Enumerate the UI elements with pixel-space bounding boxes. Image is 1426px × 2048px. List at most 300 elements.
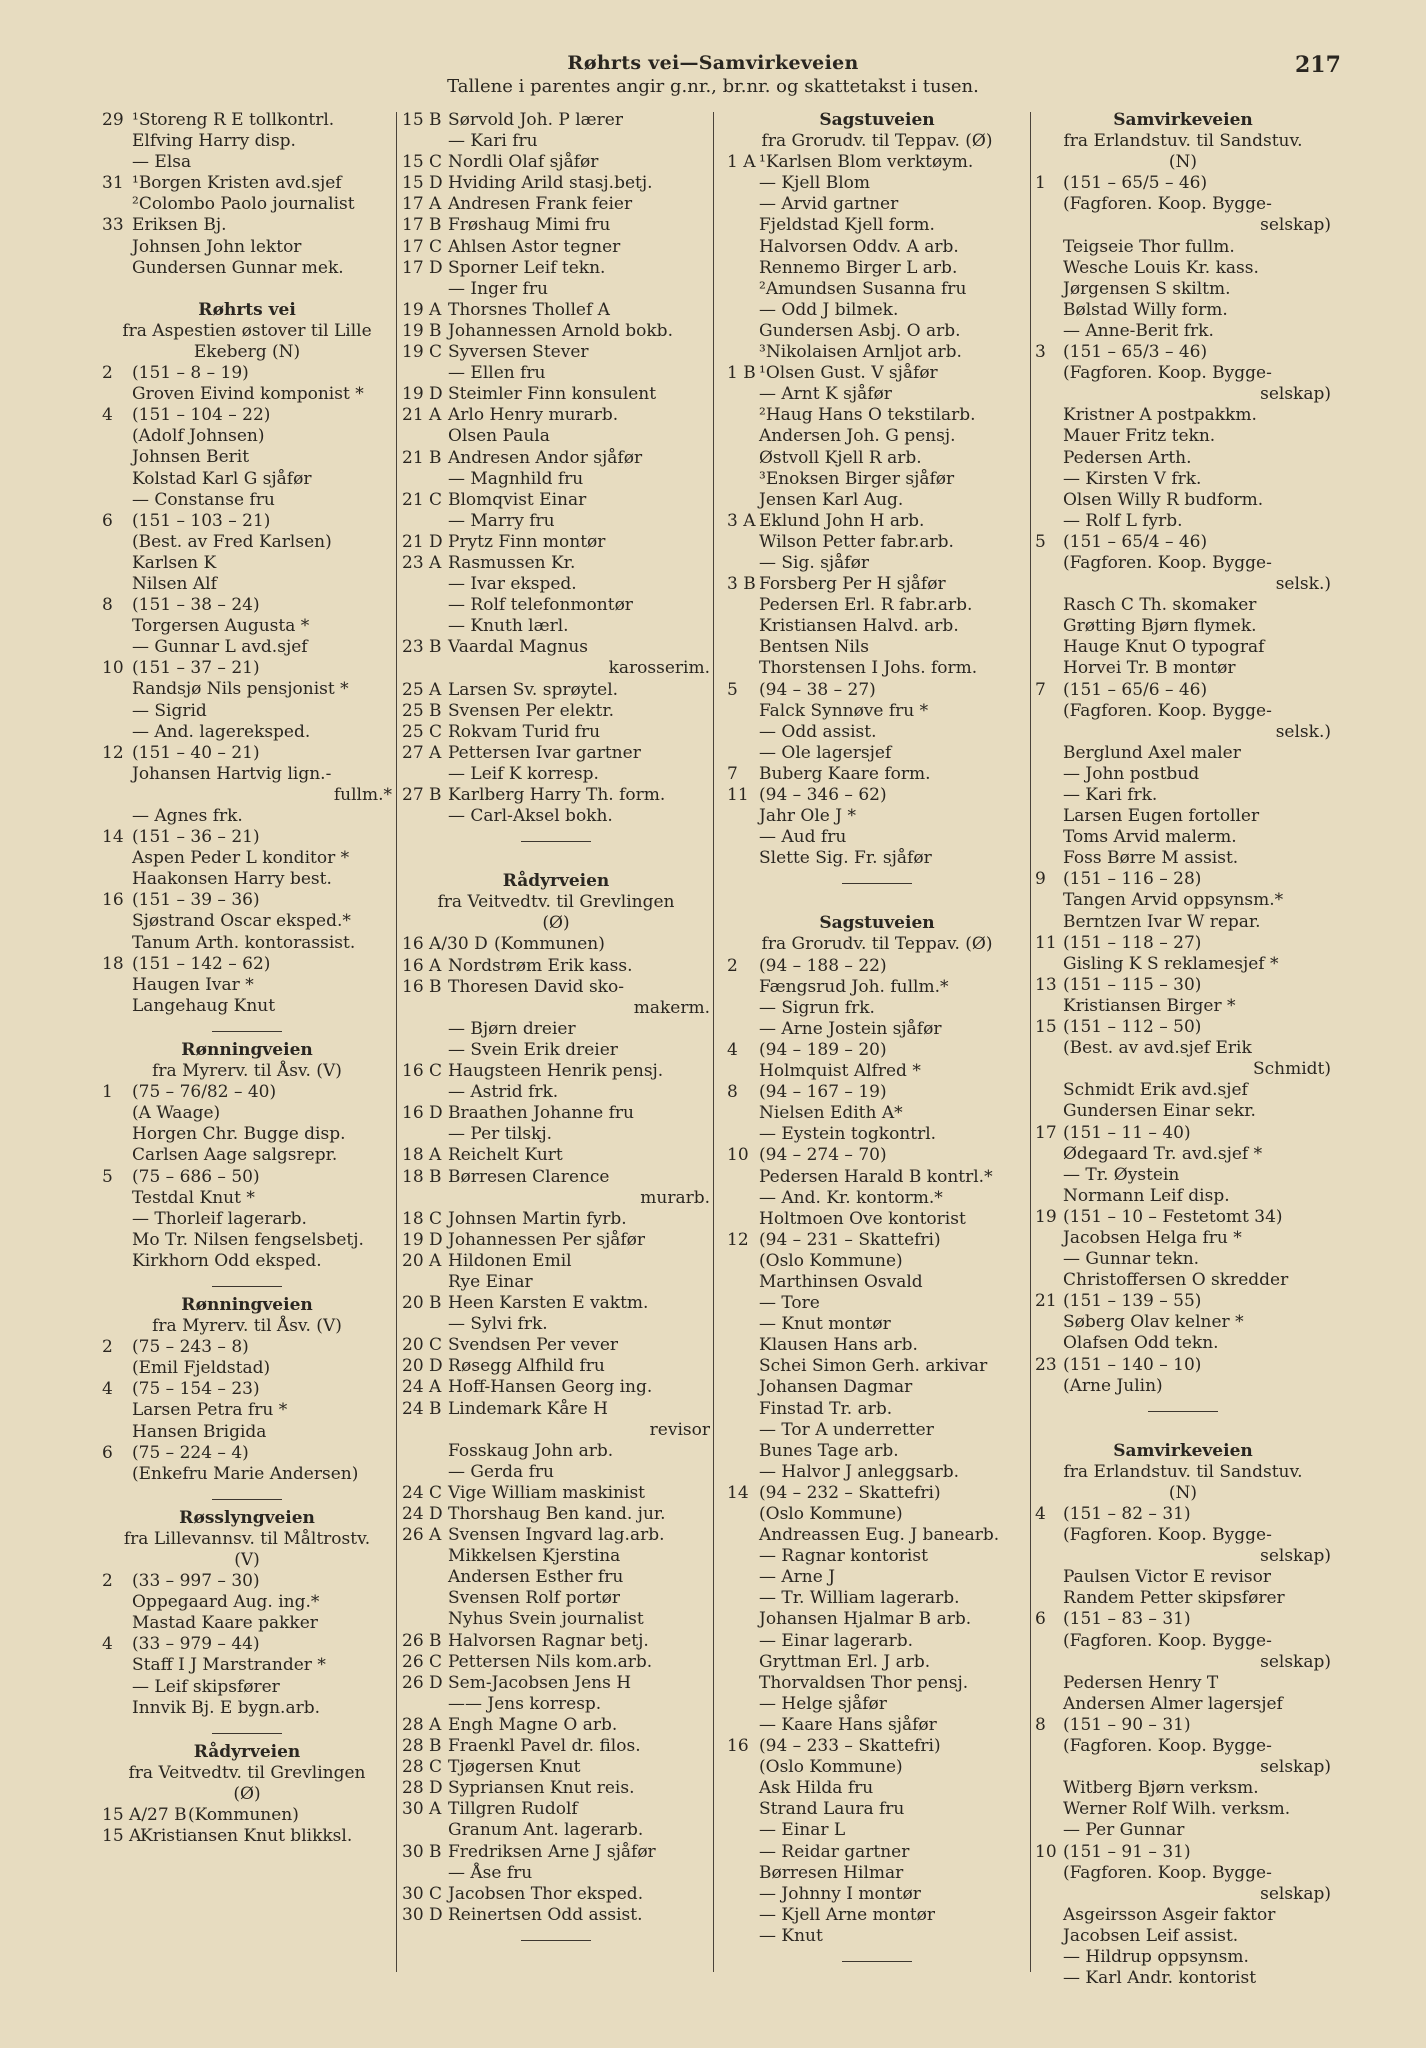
entry-text: Fjeldstad Kjell form. bbox=[759, 215, 935, 236]
entry-text: (94 – 231 – Skattefri) bbox=[759, 1229, 941, 1250]
entry-row bbox=[402, 1209, 710, 1230]
entry-text: Eriksen Bj. bbox=[132, 215, 227, 236]
entry-row bbox=[1035, 848, 1331, 869]
entry-continuation: karosserim. bbox=[608, 658, 710, 679]
entry-text: — Kari fru bbox=[448, 131, 538, 152]
house-number: 30 B bbox=[402, 1841, 442, 1862]
entry-text: Pedersen Arth. bbox=[1063, 447, 1192, 468]
entry-row bbox=[402, 1715, 710, 1736]
entry-text: (151 – 82 – 31) bbox=[1063, 1504, 1191, 1524]
street-heading: Rådyrveien bbox=[193, 1741, 301, 1762]
entry-row bbox=[1035, 1968, 1331, 1989]
house-number: 1 bbox=[102, 1082, 113, 1103]
entry-row bbox=[727, 1546, 1027, 1567]
house-number: 4 bbox=[1035, 1504, 1046, 1524]
entry-row bbox=[402, 1694, 710, 1715]
entry-text: Rokvam Turid fru bbox=[448, 721, 601, 742]
entry-text: — Astrid frk. bbox=[448, 1082, 559, 1103]
entry-text: (151 – 38 – 24) bbox=[132, 595, 260, 616]
entry-text: Torgersen Augusta * bbox=[132, 616, 310, 637]
entry-row bbox=[727, 722, 1027, 743]
entry-text: Engh Magne O arb. bbox=[448, 1714, 618, 1735]
street-range: fra Aspestien østover til Lille bbox=[122, 320, 372, 341]
entry-text: Granum Ant. lagerarb. bbox=[448, 1820, 644, 1841]
entry-row bbox=[102, 911, 392, 932]
entry-text: Johansen Dagmar bbox=[759, 1377, 913, 1398]
entry-row bbox=[402, 1272, 710, 1293]
entry-text: (75 – 224 – 4) bbox=[132, 1442, 249, 1463]
entry-row bbox=[102, 806, 392, 827]
entry-row bbox=[727, 1272, 1027, 1293]
house-number: 5 bbox=[102, 1166, 113, 1187]
entry-text: Johannessen Per sjåfør bbox=[448, 1229, 646, 1250]
entry-text: — Eystein togkontrl. bbox=[759, 1124, 937, 1145]
entry-row bbox=[727, 1736, 1027, 1757]
entry-row bbox=[402, 532, 710, 553]
entry-text: Hansen Brigida bbox=[132, 1421, 267, 1442]
entry-row bbox=[727, 152, 1027, 173]
entry-row bbox=[402, 1884, 710, 1905]
entry-text: Reichelt Kurt bbox=[448, 1145, 563, 1166]
entry-text: Røsegg Alfhild fru bbox=[448, 1356, 605, 1377]
entry-text: — Einar L bbox=[759, 1820, 846, 1841]
entry-row bbox=[102, 258, 392, 279]
house-number: 23 bbox=[1035, 1354, 1057, 1375]
entry-row bbox=[727, 1019, 1027, 1040]
entry-row bbox=[727, 658, 1027, 679]
entry-text: Normann Leif disp. bbox=[1063, 1185, 1230, 1206]
entry-text: Groven Eivind komponist * bbox=[132, 384, 364, 405]
entry-row bbox=[402, 1799, 710, 1820]
entry-text: Hoff-Hansen Georg ing. bbox=[448, 1377, 653, 1398]
column-4 bbox=[1035, 110, 1331, 1989]
entry-text: Schmidt Erik avd.sjef bbox=[1063, 1080, 1248, 1101]
house-number: 2 bbox=[102, 1337, 113, 1358]
entry-text: Kristiansen Halvd. arb. bbox=[759, 616, 959, 637]
entry-row bbox=[727, 1335, 1027, 1356]
entry-row bbox=[102, 743, 392, 764]
entry-row bbox=[402, 1483, 710, 1504]
entry-text: — Tr. William lagerarb. bbox=[759, 1588, 960, 1609]
entry-text: ²Haug Hans O tekstilarb. bbox=[759, 405, 976, 426]
entry-row bbox=[102, 553, 392, 574]
entry-text: (151 – 8 – 19) bbox=[132, 363, 249, 384]
house-number: 5 bbox=[1035, 531, 1046, 552]
entry-text: Sypriansen Knut reis. bbox=[448, 1778, 635, 1799]
house-number: 12 bbox=[727, 1229, 749, 1250]
entry-row bbox=[1035, 595, 1331, 616]
house-number: 33 bbox=[102, 215, 124, 236]
entry-text: Carlsen Aage salgsrepr. bbox=[132, 1145, 338, 1166]
entry-text: Forsberg Per H sjåfør bbox=[759, 574, 946, 595]
street-range: (V) bbox=[234, 1550, 260, 1570]
entry-row bbox=[727, 848, 1027, 869]
entry-row bbox=[727, 1040, 1027, 1061]
entry-row bbox=[402, 977, 710, 998]
entry-text: ¹Karlsen Blom verktøym. bbox=[759, 152, 974, 173]
entry-row bbox=[727, 616, 1027, 637]
entry-text: — Knut bbox=[759, 1925, 823, 1946]
house-number: 18 A bbox=[402, 1145, 442, 1166]
entry-row bbox=[102, 363, 392, 384]
street-heading: Rådyrveien bbox=[502, 871, 610, 892]
entry-text: Randsjø Nils pensjonist * bbox=[132, 679, 349, 700]
entry-text: — Svein Erik dreier bbox=[448, 1039, 618, 1060]
entry-text: — Tor A underretter bbox=[759, 1419, 934, 1440]
entry-text: Kristiansen Birger * bbox=[1063, 995, 1236, 1016]
entry-row bbox=[1035, 1609, 1331, 1630]
entry-text: Pedersen Henry T bbox=[1063, 1672, 1219, 1693]
entry-row bbox=[727, 384, 1027, 405]
entry-text: — Hildrup oppsynsm. bbox=[1063, 1946, 1249, 1967]
entry-row bbox=[102, 1167, 392, 1188]
entry-text: Larsen Eugen fortoller bbox=[1063, 806, 1260, 827]
entry-text: Schei Simon Gerh. arkivar bbox=[759, 1356, 988, 1377]
entry-row bbox=[402, 616, 710, 637]
entry-row bbox=[102, 1464, 392, 1485]
entry-text: Ask Hilda fru bbox=[759, 1778, 874, 1799]
entry-text: (151 – 65/3 – 46) bbox=[1063, 342, 1208, 363]
house-number: 6 bbox=[1035, 1609, 1046, 1630]
street-range: fra Veitvedtv. til Grevlingen bbox=[128, 1762, 366, 1783]
entry-row bbox=[727, 1905, 1027, 1926]
entry-text: — Gunnar L avd.sjef bbox=[132, 637, 308, 658]
entry-text: Olsen Paula bbox=[448, 426, 550, 447]
entry-row bbox=[727, 1863, 1027, 1884]
house-number: 28 A bbox=[402, 1714, 442, 1735]
entry-text: (Fagforen. Koop. Bygge- bbox=[1063, 700, 1272, 721]
entry-text: — Gerda fru bbox=[448, 1461, 554, 1482]
entry-row bbox=[727, 1420, 1027, 1441]
house-number: 25 C bbox=[402, 721, 443, 742]
entry-text: Sørvold Joh. P lærer bbox=[448, 110, 623, 130]
entry-row bbox=[102, 131, 392, 152]
entry-text: — Arvid gartner bbox=[759, 194, 899, 215]
entry-continuation: selskap) bbox=[1260, 1546, 1331, 1567]
entry-text: ³Nikolaisen Arnljot arb. bbox=[759, 342, 962, 363]
entry-text: (Best. av Fred Karlsen) bbox=[132, 531, 332, 552]
street-heading: Røsslyngveien bbox=[179, 1507, 315, 1528]
street-heading: Sagstuveien bbox=[819, 110, 935, 130]
street-range: (N) bbox=[1168, 152, 1198, 173]
entry-text: Oppegaard Aug. ing.* bbox=[132, 1592, 320, 1613]
entry-row bbox=[1035, 1525, 1331, 1546]
entry-text: Svendsen Per vever bbox=[448, 1335, 618, 1356]
entry-text: Blomqvist Einar bbox=[448, 489, 587, 510]
entry-text: ²Colombo Paolo journalist bbox=[132, 194, 355, 215]
entry-text: Larsen Petra fru * bbox=[132, 1400, 288, 1421]
entry-row bbox=[102, 848, 392, 869]
entry-text: Ahlsen Astor tegner bbox=[448, 236, 621, 257]
entry-text: — Kjell Arne montør bbox=[759, 1904, 936, 1925]
entry-row bbox=[402, 279, 710, 300]
section-divider bbox=[521, 841, 591, 842]
house-number: 26 A bbox=[402, 1525, 442, 1546]
entry-text: Andersen Esther fru bbox=[448, 1567, 624, 1588]
house-number: 5 bbox=[727, 679, 738, 700]
house-number: 17 bbox=[1035, 1122, 1057, 1143]
entry-text: Syversen Stever bbox=[448, 342, 589, 363]
entry-row bbox=[727, 1757, 1027, 1778]
entry-text: Andresen Frank feier bbox=[448, 194, 633, 215]
entry-row bbox=[102, 511, 392, 532]
entry-text: Jacobsen Leif assist. bbox=[1063, 1925, 1239, 1946]
entry-row bbox=[727, 1061, 1027, 1082]
house-number: 25 B bbox=[402, 700, 442, 721]
entry-row bbox=[727, 977, 1027, 998]
entry-row bbox=[727, 448, 1027, 469]
entry-text: — Knut montør bbox=[759, 1314, 891, 1335]
house-number: 29 bbox=[102, 110, 124, 130]
entry-row bbox=[1035, 827, 1331, 848]
entry-continuation: makerm. bbox=[633, 997, 710, 1018]
entry-text: Gryttman Erl. J arb. bbox=[759, 1651, 931, 1672]
house-number: 1 B bbox=[727, 363, 756, 384]
entry-text: Strand Laura fru bbox=[759, 1799, 905, 1820]
entry-text: (Fagforen. Koop. Bygge- bbox=[1063, 552, 1272, 573]
entry-text: Slette Sig. Fr. sjåfør bbox=[759, 848, 932, 869]
entry-text: — Arnt K sjåfør bbox=[759, 384, 892, 405]
house-number: 8 bbox=[102, 595, 113, 616]
entry-row bbox=[1035, 658, 1331, 679]
street-range: fra Grorudv. til Teppav. (Ø) bbox=[761, 131, 993, 152]
entry-row bbox=[402, 1673, 710, 1694]
entry-row bbox=[402, 1061, 710, 1082]
entry-row bbox=[727, 1145, 1027, 1166]
entry-text: Buberg Kaare form. bbox=[759, 763, 931, 784]
entry-row bbox=[727, 194, 1027, 215]
entry-row bbox=[1035, 806, 1331, 827]
entry-row bbox=[727, 1441, 1027, 1462]
section-divider bbox=[842, 1961, 912, 1962]
house-number: 10 bbox=[727, 1145, 749, 1166]
house-number: 4 bbox=[102, 1379, 113, 1400]
entry-text: — Odd J bilmek. bbox=[759, 299, 899, 320]
entry-row bbox=[402, 258, 710, 279]
entry-row bbox=[727, 1778, 1027, 1799]
entry-row bbox=[102, 595, 392, 616]
entry-row bbox=[102, 616, 392, 637]
entry-text: Nyhus Svein journalist bbox=[448, 1609, 644, 1630]
entry-text: Frøshaug Mimi fru bbox=[448, 215, 611, 236]
entry-text: — Gunnar tekn. bbox=[1063, 1249, 1200, 1270]
entry-row bbox=[1035, 553, 1331, 574]
entry-text: — Constanse fru bbox=[132, 489, 275, 510]
section-divider bbox=[521, 1940, 591, 1941]
entry-text: Thorshaug Ben kand. jur. bbox=[448, 1504, 666, 1524]
entry-row bbox=[102, 532, 392, 553]
entry-row bbox=[402, 363, 710, 384]
entry-row bbox=[102, 954, 392, 975]
entry-text: Olsen Willy R budform. bbox=[1063, 489, 1264, 510]
entry-row bbox=[102, 152, 392, 173]
entry-text: (Kommunen) bbox=[188, 1805, 299, 1826]
entry-row bbox=[1035, 1673, 1331, 1694]
entry-row bbox=[102, 933, 392, 954]
entry-text: Johansen Hartvig lign.- bbox=[132, 763, 332, 784]
entry-text: Haugsteen Henrik pensj. bbox=[448, 1061, 664, 1082]
entry-row bbox=[102, 1826, 392, 1847]
entry-row bbox=[727, 1462, 1027, 1483]
entry-text: Hauge Knut O typograf bbox=[1063, 637, 1265, 658]
entry-row bbox=[727, 279, 1027, 300]
entry-row bbox=[402, 1631, 710, 1652]
house-number: 19 bbox=[1035, 1206, 1057, 1227]
entry-text: (Oslo Kommune) bbox=[759, 1504, 903, 1524]
entry-row bbox=[402, 511, 710, 532]
entry-row bbox=[102, 194, 392, 215]
entry-text: Pettersen Nils kom.arb. bbox=[448, 1651, 653, 1672]
entry-row bbox=[402, 1335, 710, 1356]
entry-text: (151 – 39 – 36) bbox=[132, 890, 260, 911]
house-number: 6 bbox=[102, 1442, 113, 1463]
house-number: 21 C bbox=[402, 489, 443, 510]
house-number: 23 A bbox=[402, 552, 442, 573]
house-number: 28 D bbox=[402, 1778, 443, 1799]
entry-row bbox=[102, 975, 392, 996]
entry-row bbox=[402, 1778, 710, 1799]
entry-row bbox=[402, 934, 710, 955]
entry-text: (94 – 167 – 19) bbox=[759, 1082, 887, 1103]
entry-row bbox=[102, 426, 392, 447]
entry-row bbox=[727, 1567, 1027, 1588]
entry-text: — Per Gunnar bbox=[1063, 1820, 1185, 1841]
entry-row bbox=[727, 1588, 1027, 1609]
entry-text: Heen Karsten E vaktm. bbox=[448, 1293, 649, 1314]
house-number: 15 D bbox=[402, 173, 443, 194]
entry-row bbox=[727, 1167, 1027, 1188]
house-number: 14 bbox=[102, 827, 124, 848]
house-number: 26 C bbox=[402, 1651, 443, 1672]
column-divider bbox=[713, 112, 714, 1972]
entry-row bbox=[727, 553, 1027, 574]
house-number: 27 B bbox=[402, 785, 442, 805]
entry-row bbox=[1035, 1017, 1331, 1038]
entry-row bbox=[102, 1145, 392, 1166]
entry-text: (151 – 11 – 40) bbox=[1063, 1122, 1191, 1143]
entry-row bbox=[102, 490, 392, 511]
entry-text: (Fagforen. Koop. Bygge- bbox=[1063, 363, 1272, 384]
entry-text: —— Jens korresp. bbox=[448, 1693, 602, 1714]
spacer bbox=[102, 279, 392, 300]
entry-row bbox=[727, 595, 1027, 616]
entry-row bbox=[102, 1443, 392, 1464]
section-divider bbox=[212, 1286, 282, 1287]
entry-text: Mikkelsen Kjerstina bbox=[448, 1546, 621, 1567]
entry-text: Nilsen Alf bbox=[132, 573, 217, 594]
entry-row bbox=[1035, 532, 1331, 553]
entry-row bbox=[727, 827, 1027, 848]
entry-text: Børresen Hilmar bbox=[759, 1862, 904, 1883]
entry-text: (75 – 243 – 8) bbox=[132, 1337, 249, 1358]
entry-text: Berglund Axel maler bbox=[1063, 742, 1241, 763]
entry-text: Sem-Jacobsen Jens H bbox=[448, 1672, 632, 1693]
entry-text: Andresen Andor sjåfør bbox=[448, 447, 643, 468]
entry-text: — Inger fru bbox=[448, 278, 548, 299]
entry-row bbox=[1035, 1165, 1331, 1186]
entry-continuation: selsk.) bbox=[1275, 574, 1331, 595]
house-number: 17 C bbox=[402, 236, 443, 257]
entry-text: Johansen Hjalmar B arb. bbox=[759, 1609, 972, 1630]
entry-text: (151 – 40 – 21) bbox=[132, 742, 260, 763]
entry-text: — Kaare Hans sjåfør bbox=[759, 1714, 937, 1735]
entry-row bbox=[1035, 1207, 1331, 1228]
entry-text: Halvorsen Oddv. A arb. bbox=[759, 236, 959, 257]
entry-row bbox=[727, 764, 1027, 785]
entry-row bbox=[727, 1673, 1027, 1694]
entry-row bbox=[402, 1525, 710, 1546]
entry-text: Tillgren Rudolf bbox=[448, 1799, 578, 1820]
house-number: 18 B bbox=[402, 1166, 442, 1187]
entry-text: — Åse fru bbox=[448, 1862, 533, 1883]
house-number: 20 B bbox=[402, 1293, 442, 1314]
entry-text: — Anne-Berit frk. bbox=[1063, 320, 1214, 341]
entry-text: — Bjørn dreier bbox=[448, 1018, 576, 1039]
street-range: fra Erlandstuv. til Sandstuv. bbox=[1063, 1461, 1303, 1482]
entry-text: Pedersen Harald B kontrl.* bbox=[759, 1166, 993, 1187]
entry-text: Reinertsen Odd assist. bbox=[448, 1904, 643, 1925]
entry-text: Bentsen Nils bbox=[759, 637, 869, 658]
house-number: 26 B bbox=[402, 1630, 442, 1651]
entry-text: (94 – 346 – 62) bbox=[759, 785, 887, 805]
street-range: fra Erlandstuv. til Sandstuv. bbox=[1063, 131, 1303, 152]
entry-row bbox=[1035, 1567, 1331, 1588]
entry-row bbox=[727, 1842, 1027, 1863]
entry-row bbox=[402, 1230, 710, 1251]
entry-text: (151 – 139 – 55) bbox=[1063, 1291, 1202, 1312]
entry-text: (Kommunen) bbox=[494, 934, 605, 955]
street-heading: Sagstuveien bbox=[819, 913, 935, 934]
entry-text: — Thorleif lagerarb. bbox=[132, 1208, 307, 1229]
entry-row bbox=[1035, 1715, 1331, 1736]
entry-text: Braathen Johanne fru bbox=[448, 1103, 634, 1124]
street-heading: Samvirkeveien bbox=[1113, 110, 1253, 130]
entry-row bbox=[402, 1757, 710, 1778]
entry-text: Marthinsen Osvald bbox=[759, 1271, 923, 1292]
entry-row bbox=[102, 1634, 392, 1655]
house-number: 16 D bbox=[402, 1103, 443, 1124]
entry-row bbox=[1035, 279, 1331, 300]
entry-text: Larsen Sv. sprøytel. bbox=[448, 679, 619, 700]
house-number: 15 C bbox=[402, 152, 443, 173]
entry-text: Jacobsen Helga fru * bbox=[1063, 1227, 1242, 1248]
entry-row bbox=[102, 1379, 392, 1400]
entry-text: Børresen Clarence bbox=[448, 1166, 610, 1187]
entry-row bbox=[727, 1504, 1027, 1525]
house-number: 16 bbox=[727, 1736, 749, 1757]
house-number: 11 bbox=[727, 785, 749, 805]
entry-text: (151 – 65/5 – 46) bbox=[1063, 173, 1208, 194]
page-title: Røhrts vei—Samvirkeveien bbox=[567, 52, 859, 74]
entry-text: Kirkhorn Odd eksped. bbox=[132, 1250, 322, 1271]
entry-text: Falck Synnøve fru * bbox=[759, 700, 929, 721]
entry-text: Nordli Olaf sjåfør bbox=[448, 152, 599, 173]
entry-row bbox=[402, 173, 710, 194]
entry-text: (151 – 140 – 10) bbox=[1063, 1354, 1202, 1375]
entry-row bbox=[1035, 1504, 1331, 1525]
entry-row bbox=[402, 1251, 710, 1272]
street-heading: Røhrts vei bbox=[198, 299, 296, 320]
entry-row bbox=[727, 1124, 1027, 1145]
entry-text: — Arne Jostein sjåfør bbox=[759, 1018, 942, 1039]
page-number: 217 bbox=[1295, 52, 1341, 78]
entry-text: (33 – 979 – 44) bbox=[132, 1634, 260, 1655]
entry-text: Jensen Karl Aug. bbox=[759, 489, 904, 510]
entry-row bbox=[102, 1103, 392, 1124]
entry-row bbox=[402, 1377, 710, 1398]
entry-row bbox=[1035, 405, 1331, 426]
entry-text: Christoffersen O skredder bbox=[1063, 1270, 1289, 1291]
